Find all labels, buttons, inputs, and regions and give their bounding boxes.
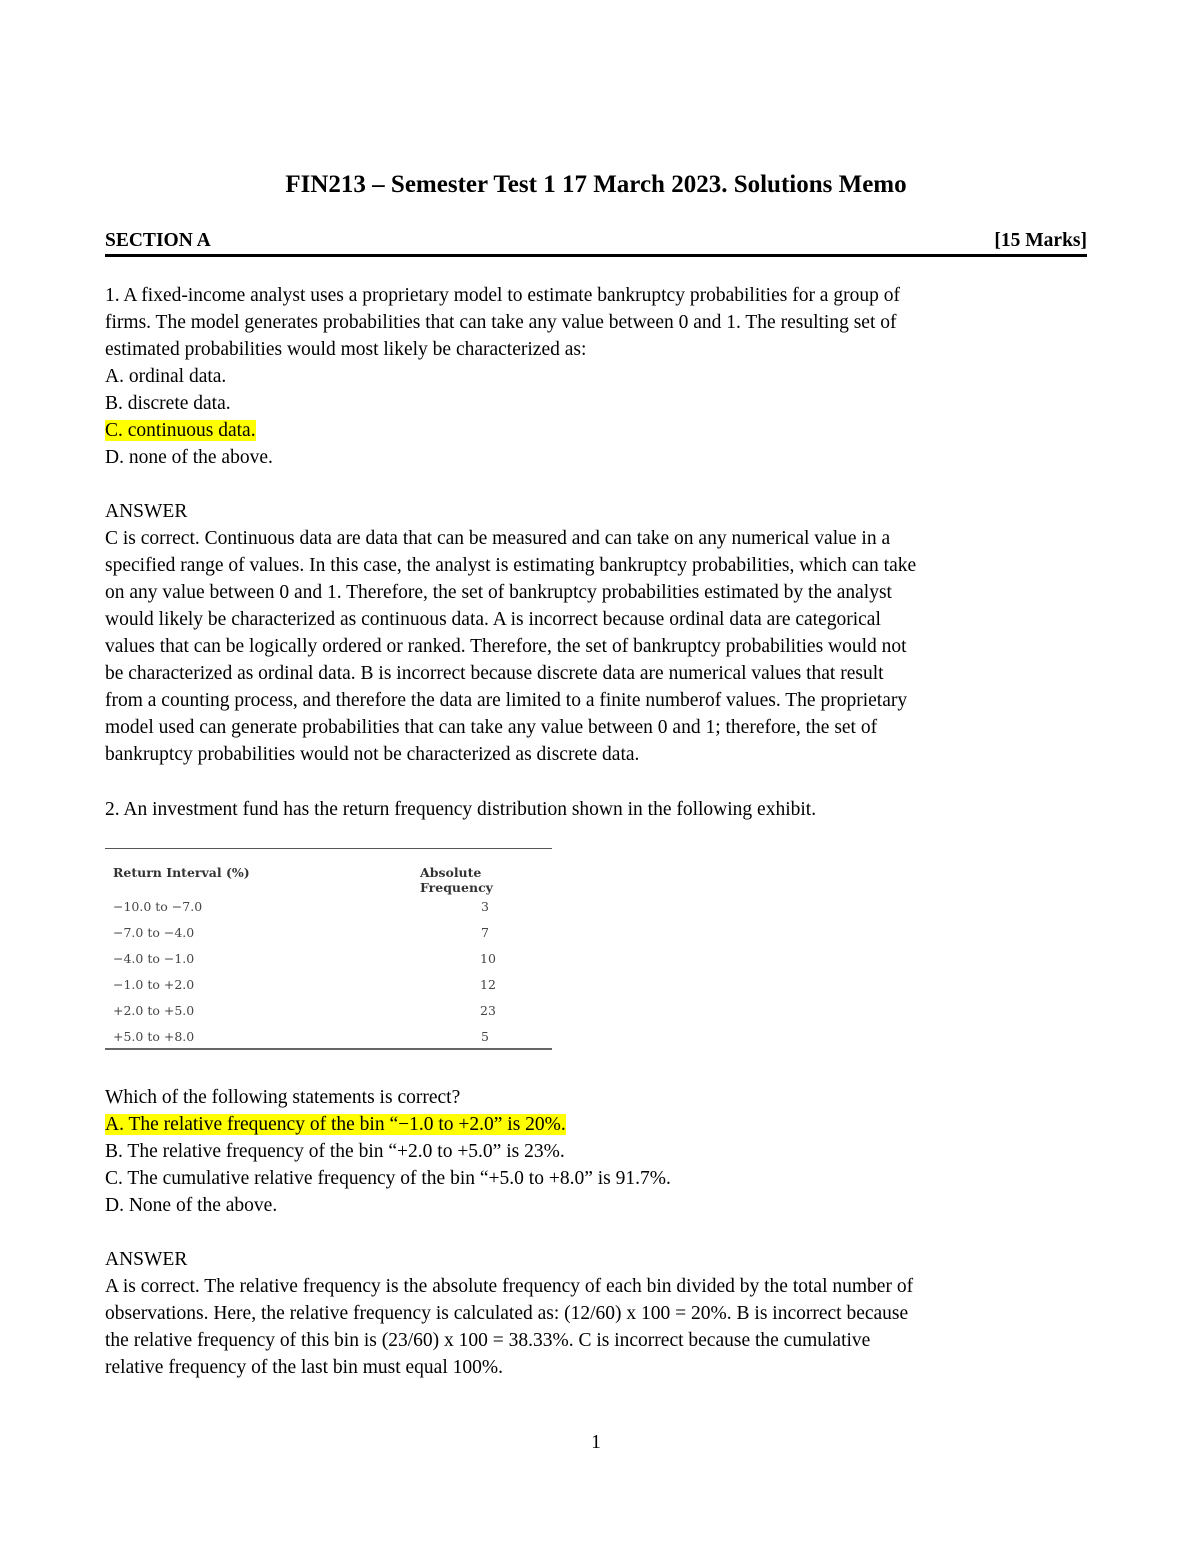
cell-interval: −4.0 to −1.0 <box>113 951 195 966</box>
question-1 <box>105 282 1087 471</box>
cell-frequency: 7 <box>481 925 489 940</box>
q1-answer-line: bankruptcy probabilities would not be characterized as discrete data. <box>105 744 640 765</box>
q1-answer-line: on any value between 0 and 1. Therefore, the set of bankruptcy probabilities estimated by the analyst <box>105 582 892 603</box>
q1-option-d: D. none of the above. <box>105 447 273 468</box>
q1-answer-line: C is correct. Continuous data are data that can be measured and can take on any numerical value in a <box>105 528 891 549</box>
q1-option-a: A. ordinal data. <box>105 366 227 387</box>
document-title: FIN213 – Semester Test 1 17 March 2023. Solutions Memo <box>285 171 907 198</box>
cell-frequency: 12 <box>480 977 496 992</box>
q1-answer-line: would likely be characterized as continuous data. A is incorrect because ordinal data are categorical <box>105 609 881 630</box>
q2-answer-line: observations. Here, the relative frequency is calculated as: (12/60) x 100 = 20%. B is incorrect because <box>105 1303 909 1324</box>
section-heading <box>105 228 1087 257</box>
highlight-mark: A. The relative frequency of the bin “−1.0 to +2.0” is 20%. <box>105 1114 566 1135</box>
table-row <box>105 951 552 977</box>
q1-stem-line: firms. The model generates probabilities that can take any value between 0 and 1. The resulting set of <box>105 312 897 333</box>
cell-interval: −1.0 to +2.0 <box>113 977 195 992</box>
q2-option-d: D. None of the above. <box>105 1195 278 1216</box>
table-header <box>105 849 552 895</box>
question-2 <box>105 796 1087 823</box>
q2-answer-line: A is correct. The relative frequency is the absolute frequency of each bin divided by the total number of <box>105 1276 914 1297</box>
q1-answer-line: be characterized as ordinal data. B is incorrect because discrete data are numerical values that result <box>105 663 884 684</box>
section-marks: [15 Marks] <box>994 230 1087 251</box>
q1-option-c-highlighted <box>105 417 1087 444</box>
q2-question <box>105 1084 1087 1219</box>
q2-answer-line: relative frequency of the last bin must equal 100%. <box>105 1357 503 1378</box>
highlight-mark: C. continuous data. <box>105 420 256 441</box>
q2-answer <box>105 1246 1087 1381</box>
q1-answer-line: specified range of values. In this case, the analyst is estimating bankruptcy probabilities, which can take <box>105 555 917 576</box>
cell-frequency: 3 <box>481 899 489 914</box>
header-return-interval: Return Interval (%) <box>113 865 250 880</box>
header-absolute-frequency: Absolute Frequency <box>420 865 493 895</box>
q2-answer-heading: ANSWER <box>105 1249 188 1270</box>
table-row <box>105 925 552 951</box>
cell-interval: −10.0 to −7.0 <box>113 899 203 914</box>
cell-frequency: 23 <box>480 1003 496 1018</box>
table-row <box>105 1029 552 1055</box>
q1-stem-line: 1. A fixed-income analyst uses a proprietary model to estimate bankruptcy probabilities for a group of <box>105 285 900 306</box>
section-label: SECTION A <box>105 230 211 251</box>
cell-interval: −7.0 to −4.0 <box>113 925 195 940</box>
q2-question-text: Which of the following statements is correct? <box>105 1087 461 1108</box>
q1-option-b: B. discrete data. <box>105 393 231 414</box>
cell-interval: +2.0 to +5.0 <box>113 1003 195 1018</box>
cell-frequency: 5 <box>481 1029 489 1044</box>
q2-stem: 2. An investment fund has the return frequency distribution shown in the following exhibit. <box>105 799 817 820</box>
cell-frequency: 10 <box>480 951 496 966</box>
table-row <box>105 1003 552 1029</box>
q2-answer-line: the relative frequency of this bin is (23/60) x 100 = 38.33%. C is incorrect because the cumulative <box>105 1330 871 1351</box>
q1-answer-line: model used can generate probabilities that can take any value between 0 and 1; therefore, the set of <box>105 717 878 738</box>
q1-answer-line: values that can be logically ordered or ranked. Therefore, the set of bankruptcy probabilities would not <box>105 636 907 657</box>
q2-option-c: C. The cumulative relative frequency of the bin “+5.0 to +8.0” is 91.7%. <box>105 1168 671 1189</box>
table-body <box>105 879 552 1047</box>
q2-option-b: B. The relative frequency of the bin “+2.0 to +5.0” is 23%. <box>105 1141 565 1162</box>
cell-interval: +5.0 to +8.0 <box>113 1029 195 1044</box>
q1-answer <box>105 498 1087 768</box>
return-frequency-table <box>105 848 552 1047</box>
q1-answer-line: from a counting process, and therefore the data are limited to a finite numberof values. The proprietary <box>105 690 908 711</box>
q2-option-a-highlighted <box>105 1111 1087 1138</box>
table-bottom-rule <box>105 1048 552 1050</box>
q1-stem-line: estimated probabilities would most likely be characterized as: <box>105 339 587 360</box>
table-row <box>105 899 552 925</box>
table-row <box>105 977 552 1003</box>
page-number: 1 <box>591 1432 601 1453</box>
q1-answer-heading: ANSWER <box>105 501 188 522</box>
